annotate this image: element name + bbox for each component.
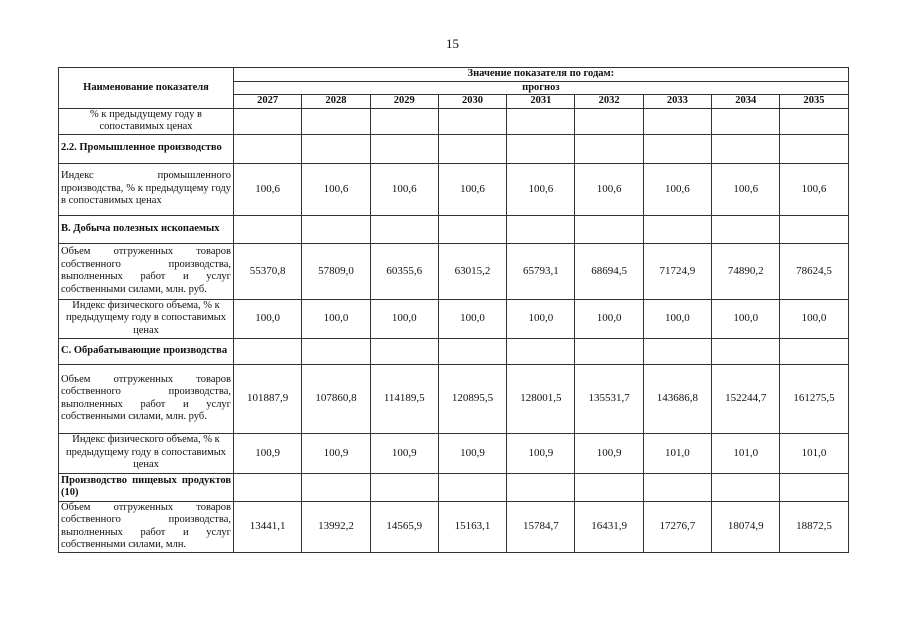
value-cell-2028 xyxy=(302,338,370,364)
value-cell-2032: 100,0 xyxy=(575,299,643,338)
value-cell-2029: 60355,6 xyxy=(370,243,438,299)
value-cell-2032: 100,9 xyxy=(575,433,643,473)
header-row-title xyxy=(59,68,849,82)
value-cell-2030: 100,9 xyxy=(438,433,506,473)
value-cell-2033 xyxy=(643,473,711,501)
value-cell-2034: 100,0 xyxy=(712,299,780,338)
value-cell-2035: 18872,5 xyxy=(780,501,848,552)
value-cell-2031: 100,9 xyxy=(507,433,575,473)
indicator-name: Индекс физического объема, % к предыдущему году в сопоставимых ценах xyxy=(59,433,234,473)
value-cell-2032: 16431,9 xyxy=(575,501,643,552)
value-cell-2035: 78624,5 xyxy=(780,243,848,299)
value-cell-2027 xyxy=(234,338,302,364)
value-cell-2031: 128001,5 xyxy=(507,364,575,433)
value-cell-2029: 114189,5 xyxy=(370,364,438,433)
value-cell-2027: 101887,9 xyxy=(234,364,302,433)
value-cell-2034 xyxy=(712,134,780,163)
forecast-header: прогноз xyxy=(234,81,849,95)
values-header: Значение показателя по годам: xyxy=(234,68,849,82)
page-number: 15 xyxy=(446,36,459,51)
indicator-name: % к предыдущему году в сопоставимых ценах xyxy=(59,108,234,134)
table-body xyxy=(59,108,849,552)
value-cell-2031: 100,6 xyxy=(507,163,575,215)
value-cell-2029 xyxy=(370,108,438,134)
name-column-header: Наименование показателя xyxy=(59,68,234,109)
value-cell-2033: 17276,7 xyxy=(643,501,711,552)
table-row xyxy=(59,215,849,243)
year-header-2029: 2029 xyxy=(370,95,438,109)
value-cell-2032 xyxy=(575,215,643,243)
value-cell-2034 xyxy=(712,108,780,134)
value-cell-2032 xyxy=(575,134,643,163)
value-cell-2027 xyxy=(234,473,302,501)
indicator-name: C. Обрабатывающие производства xyxy=(59,338,234,364)
value-cell-2028 xyxy=(302,215,370,243)
value-cell-2030: 63015,2 xyxy=(438,243,506,299)
value-cell-2035 xyxy=(780,338,848,364)
value-cell-2030: 100,6 xyxy=(438,163,506,215)
table-row xyxy=(59,501,849,552)
value-cell-2032: 135531,7 xyxy=(575,364,643,433)
indicator-name: Индекс промышленного производства, % к предыдущему году в сопоставимых ценах xyxy=(59,163,234,215)
value-cell-2030 xyxy=(438,473,506,501)
value-cell-2035 xyxy=(780,215,848,243)
value-cell-2033: 100,6 xyxy=(643,163,711,215)
year-header-2034: 2034 xyxy=(712,95,780,109)
value-cell-2034: 152244,7 xyxy=(712,364,780,433)
value-cell-2028: 100,9 xyxy=(302,433,370,473)
value-cell-2032 xyxy=(575,338,643,364)
value-cell-2035 xyxy=(780,134,848,163)
indicator-name: Объем отгруженных товаров собственного производства, выполненных работ и услуг собственными силами, млн. руб. xyxy=(59,364,234,433)
table-row xyxy=(59,243,849,299)
indicator-name: B. Добыча полезных ископаемых xyxy=(59,215,234,243)
value-cell-2030 xyxy=(438,134,506,163)
value-cell-2028: 13992,2 xyxy=(302,501,370,552)
value-cell-2027 xyxy=(234,108,302,134)
value-cell-2032 xyxy=(575,473,643,501)
indicator-table xyxy=(58,67,849,553)
value-cell-2028: 57809,0 xyxy=(302,243,370,299)
value-cell-2034: 74890,2 xyxy=(712,243,780,299)
value-cell-2033 xyxy=(643,108,711,134)
value-cell-2027: 100,0 xyxy=(234,299,302,338)
value-cell-2033: 101,0 xyxy=(643,433,711,473)
value-cell-2031: 15784,7 xyxy=(507,501,575,552)
year-header-2032: 2032 xyxy=(575,95,643,109)
value-cell-2028 xyxy=(302,134,370,163)
value-cell-2027: 55370,8 xyxy=(234,243,302,299)
year-header-2028: 2028 xyxy=(302,95,370,109)
indicator-name: Производство пищевых продуктов (10) xyxy=(59,473,234,501)
table-row xyxy=(59,433,849,473)
value-cell-2035: 161275,5 xyxy=(780,364,848,433)
year-header-2033: 2033 xyxy=(643,95,711,109)
indicator-name: Объем отгруженных товаров собственного производства, выполненных работ и услуг собственными силами, млн. xyxy=(59,501,234,552)
value-cell-2029: 100,9 xyxy=(370,433,438,473)
table-row xyxy=(59,108,849,134)
value-cell-2032 xyxy=(575,108,643,134)
indicator-name: Индекс физического объема, % к предыдущему году в сопоставимых ценах xyxy=(59,299,234,338)
value-cell-2031: 65793,1 xyxy=(507,243,575,299)
value-cell-2035: 100,0 xyxy=(780,299,848,338)
value-cell-2027: 100,9 xyxy=(234,433,302,473)
value-cell-2029: 14565,9 xyxy=(370,501,438,552)
value-cell-2032: 100,6 xyxy=(575,163,643,215)
value-cell-2033: 143686,8 xyxy=(643,364,711,433)
value-cell-2031 xyxy=(507,134,575,163)
value-cell-2028 xyxy=(302,108,370,134)
value-cell-2031 xyxy=(507,215,575,243)
value-cell-2027 xyxy=(234,134,302,163)
value-cell-2030 xyxy=(438,108,506,134)
table-row xyxy=(59,338,849,364)
value-cell-2027: 13441,1 xyxy=(234,501,302,552)
indicator-name: Объем отгруженных товаров собственного производства, выполненных работ и услуг собственными силами, млн. руб. xyxy=(59,243,234,299)
year-header-2035: 2035 xyxy=(780,95,848,109)
indicator-name: 2.2. Промышленное производство xyxy=(59,134,234,163)
value-cell-2028 xyxy=(302,473,370,501)
value-cell-2033: 71724,9 xyxy=(643,243,711,299)
value-cell-2032: 68694,5 xyxy=(575,243,643,299)
value-cell-2030 xyxy=(438,338,506,364)
value-cell-2029 xyxy=(370,473,438,501)
value-cell-2030 xyxy=(438,215,506,243)
value-cell-2034: 100,6 xyxy=(712,163,780,215)
value-cell-2031 xyxy=(507,473,575,501)
value-cell-2034: 101,0 xyxy=(712,433,780,473)
value-cell-2034 xyxy=(712,473,780,501)
value-cell-2027: 100,6 xyxy=(234,163,302,215)
table-row xyxy=(59,163,849,215)
value-cell-2035 xyxy=(780,473,848,501)
value-cell-2035 xyxy=(780,108,848,134)
year-header-2027: 2027 xyxy=(234,95,302,109)
value-cell-2028: 100,0 xyxy=(302,299,370,338)
value-cell-2029 xyxy=(370,134,438,163)
value-cell-2033: 100,0 xyxy=(643,299,711,338)
value-cell-2029 xyxy=(370,338,438,364)
value-cell-2029: 100,6 xyxy=(370,163,438,215)
value-cell-2035: 101,0 xyxy=(780,433,848,473)
year-header-2031: 2031 xyxy=(507,95,575,109)
value-cell-2034: 18074,9 xyxy=(712,501,780,552)
value-cell-2031: 100,0 xyxy=(507,299,575,338)
value-cell-2030: 100,0 xyxy=(438,299,506,338)
value-cell-2030: 120895,5 xyxy=(438,364,506,433)
value-cell-2028: 107860,8 xyxy=(302,364,370,433)
value-cell-2033 xyxy=(643,134,711,163)
value-cell-2033 xyxy=(643,215,711,243)
table-row xyxy=(59,299,849,338)
table-row xyxy=(59,473,849,501)
value-cell-2028: 100,6 xyxy=(302,163,370,215)
value-cell-2034 xyxy=(712,338,780,364)
value-cell-2031 xyxy=(507,338,575,364)
value-cell-2029: 100,0 xyxy=(370,299,438,338)
year-header-2030: 2030 xyxy=(438,95,506,109)
value-cell-2031 xyxy=(507,108,575,134)
value-cell-2029 xyxy=(370,215,438,243)
value-cell-2033 xyxy=(643,338,711,364)
value-cell-2035: 100,6 xyxy=(780,163,848,215)
value-cell-2030: 15163,1 xyxy=(438,501,506,552)
value-cell-2027 xyxy=(234,215,302,243)
table-row xyxy=(59,134,849,163)
table-row xyxy=(59,364,849,433)
value-cell-2034 xyxy=(712,215,780,243)
